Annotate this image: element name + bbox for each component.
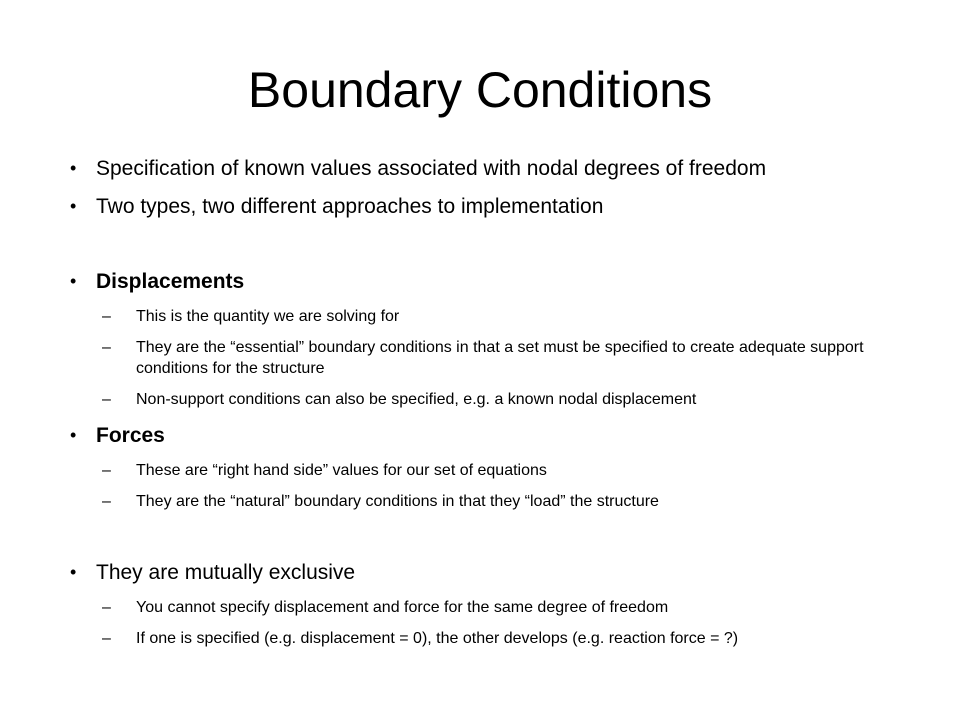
sub-bullet-text: They are the “natural” boundary conditions in that they “load” the structure [136, 493, 659, 510]
bullet-icon: • [70, 562, 77, 582]
bullet-item-forces [70, 422, 890, 449]
bullet-text: Specification of known values associated with nodal degrees of freedom [96, 157, 767, 180]
section-heading: Displacements [96, 270, 245, 293]
sub-bullet-item [70, 491, 876, 512]
spacer [70, 231, 890, 268]
sub-bullet-item [70, 628, 876, 649]
bullet-icon: • [70, 196, 77, 216]
bullet-item-exclusive [70, 559, 890, 586]
dash-icon: – [102, 308, 111, 325]
sub-bullet-text: Non-support conditions can also be specified, e.g. a known nodal displacement [136, 391, 697, 408]
bullet-text: Two types, two different approaches to implementation [96, 195, 604, 218]
sub-bullet-item [70, 460, 876, 481]
sub-bullet-text: This is the quantity we are solving for [136, 308, 400, 325]
bullet-item-displacements [70, 268, 890, 295]
section-heading: They are mutually exclusive [96, 561, 356, 584]
sub-bullet-item [70, 389, 876, 410]
sub-bullet-item [70, 306, 876, 327]
sub-bullet-text: If one is specified (e.g. displacement = 0), the other develops (e.g. reaction force = ?) [136, 630, 739, 647]
dash-icon: – [102, 493, 111, 510]
sub-bullet-item [70, 337, 876, 379]
dash-icon: – [102, 599, 111, 616]
dash-icon: – [102, 630, 111, 647]
bullet-item [70, 155, 890, 182]
section-heading: Forces [96, 424, 165, 447]
spacer [70, 522, 890, 559]
dash-icon: – [102, 339, 111, 356]
slide-title: Boundary Conditions [247, 62, 713, 118]
sub-bullet-text: You cannot specify displacement and force for the same degree of freedom [136, 599, 669, 616]
slide-content [70, 155, 890, 659]
dash-icon: – [102, 462, 111, 479]
sub-bullet-text: They are the “essential” boundary conditions in that a set must be specified to create adequate support conditions for the structure [136, 339, 864, 377]
sub-bullet-item [70, 597, 876, 618]
bullet-icon: • [70, 271, 77, 291]
dash-icon: – [102, 391, 111, 408]
sub-bullet-text: These are “right hand side” values for our set of equations [136, 462, 547, 479]
bullet-icon: • [70, 425, 77, 445]
bullet-icon: • [70, 158, 77, 178]
bullet-item [70, 193, 890, 220]
